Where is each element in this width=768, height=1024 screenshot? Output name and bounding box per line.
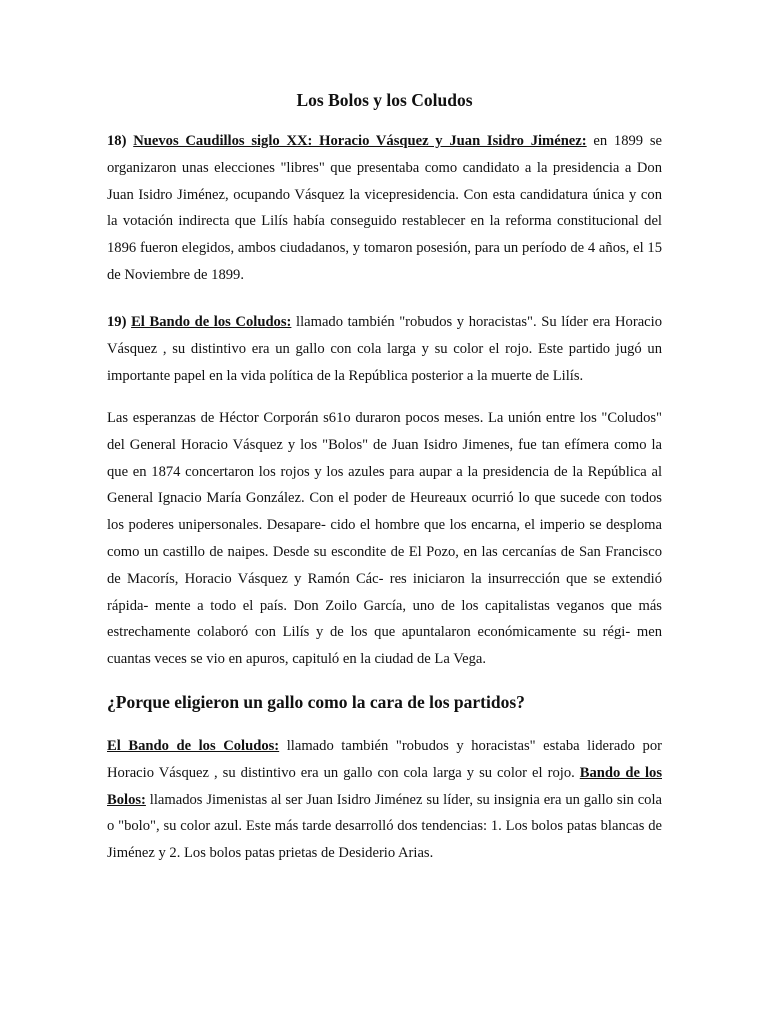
coludos-heading: El Bando de los Coludos: [107, 738, 280, 754]
history-paragraph [107, 405, 662, 673]
section-19-heading: El Bando de los Coludos: [131, 314, 292, 330]
section-19-text: llamado también "robudos y horacistas". Su líder era Horacio Vásquez , su distintivo era un gallo con cola larga y su color el rojo. Este partido jugó un importante papel en la vida política de la República posterior a la muerte de Lilís. [107, 314, 663, 384]
section-18-text: en 1899 se organizaron unas elecciones "libres" que presentaba como candidato a la presidencia a Don Juan Isidro Jiménez, ocupando Vásquez la vicepresidencia. Con esta candidatura única y con la votación indirecta que Lilís había conseguido restablecer en la reforma constitucional del 1896 fueron elegidos, ambos ciudadanos, y tomaron posesión, para un período de 4 años, el 15 de Noviembre de 1899. [107, 133, 662, 283]
question-heading: ¿Porque eligieron un gallo como la cara de los partidos? [107, 692, 525, 712]
answer-paragraph-text [107, 733, 662, 867]
history-paragraph-text: Las esperanzas de Héctor Corporán s61o duraron pocos meses. La unión entre los "Coludos" del General Horacio Vásquez y los "Bolos" de Juan Isidro Jimenes, fue tan efímera como la que en 1874 concertaron los rojos y los azules para aupar a la presidencia de la República al General Ignacio María González. Con el poder de Heureaux ocurrió lo que sucede con todos los poderes unipersonales. Desapare- cido el hombre que los encarna, el imperio se desploma como un castillo de naipes. Desde su escondite de El Pozo, en las cercanías de San Francisco de Macorís, Horacio Vásquez y Ramón Các- res iniciaron la insurrección que se extendió rápida- mente a todo el país. Don Zoilo García, uno de los capitalistas veganos que más estrechamente colaboró con Lilís y de los que apuntalaron económicamente su régi- men cuantas veces se vio en apuros, capituló en la ciudad de La Vega. [107, 410, 662, 668]
section-18-paragraph [107, 128, 662, 289]
section-19-number: 19) [107, 314, 127, 330]
document-title: Los Bolos y los Coludos [296, 90, 473, 110]
section-18-number: 18) [107, 133, 127, 149]
coludos-text: llamado también "robudos y horacistas" estaba liderado por Horacio Vásquez , su distintivo era un gallo con cola larga y su color el rojo. [107, 738, 662, 781]
section-19 [107, 309, 662, 389]
section-19-paragraph [107, 309, 662, 389]
bolos-heading: Bando de los Bolos: [107, 764, 662, 808]
bolos-text: llamados Jimenistas al ser Juan Isidro Jiménez su líder, su insignia era un gallo sin cola o "bolo", su color azul. Este más tarde desarrolló dos tendencias: 1. Los bolos patas blancas de Jiménez y 2. Los bolos patas prietas de Desiderio Arias. [107, 791, 663, 862]
section-18-heading: Nuevos Caudillos siglo XX: Horacio Vásquez y Juan Isidro Jiménez: [133, 133, 587, 149]
answer-paragraph [107, 733, 662, 867]
section-18 [107, 128, 662, 289]
